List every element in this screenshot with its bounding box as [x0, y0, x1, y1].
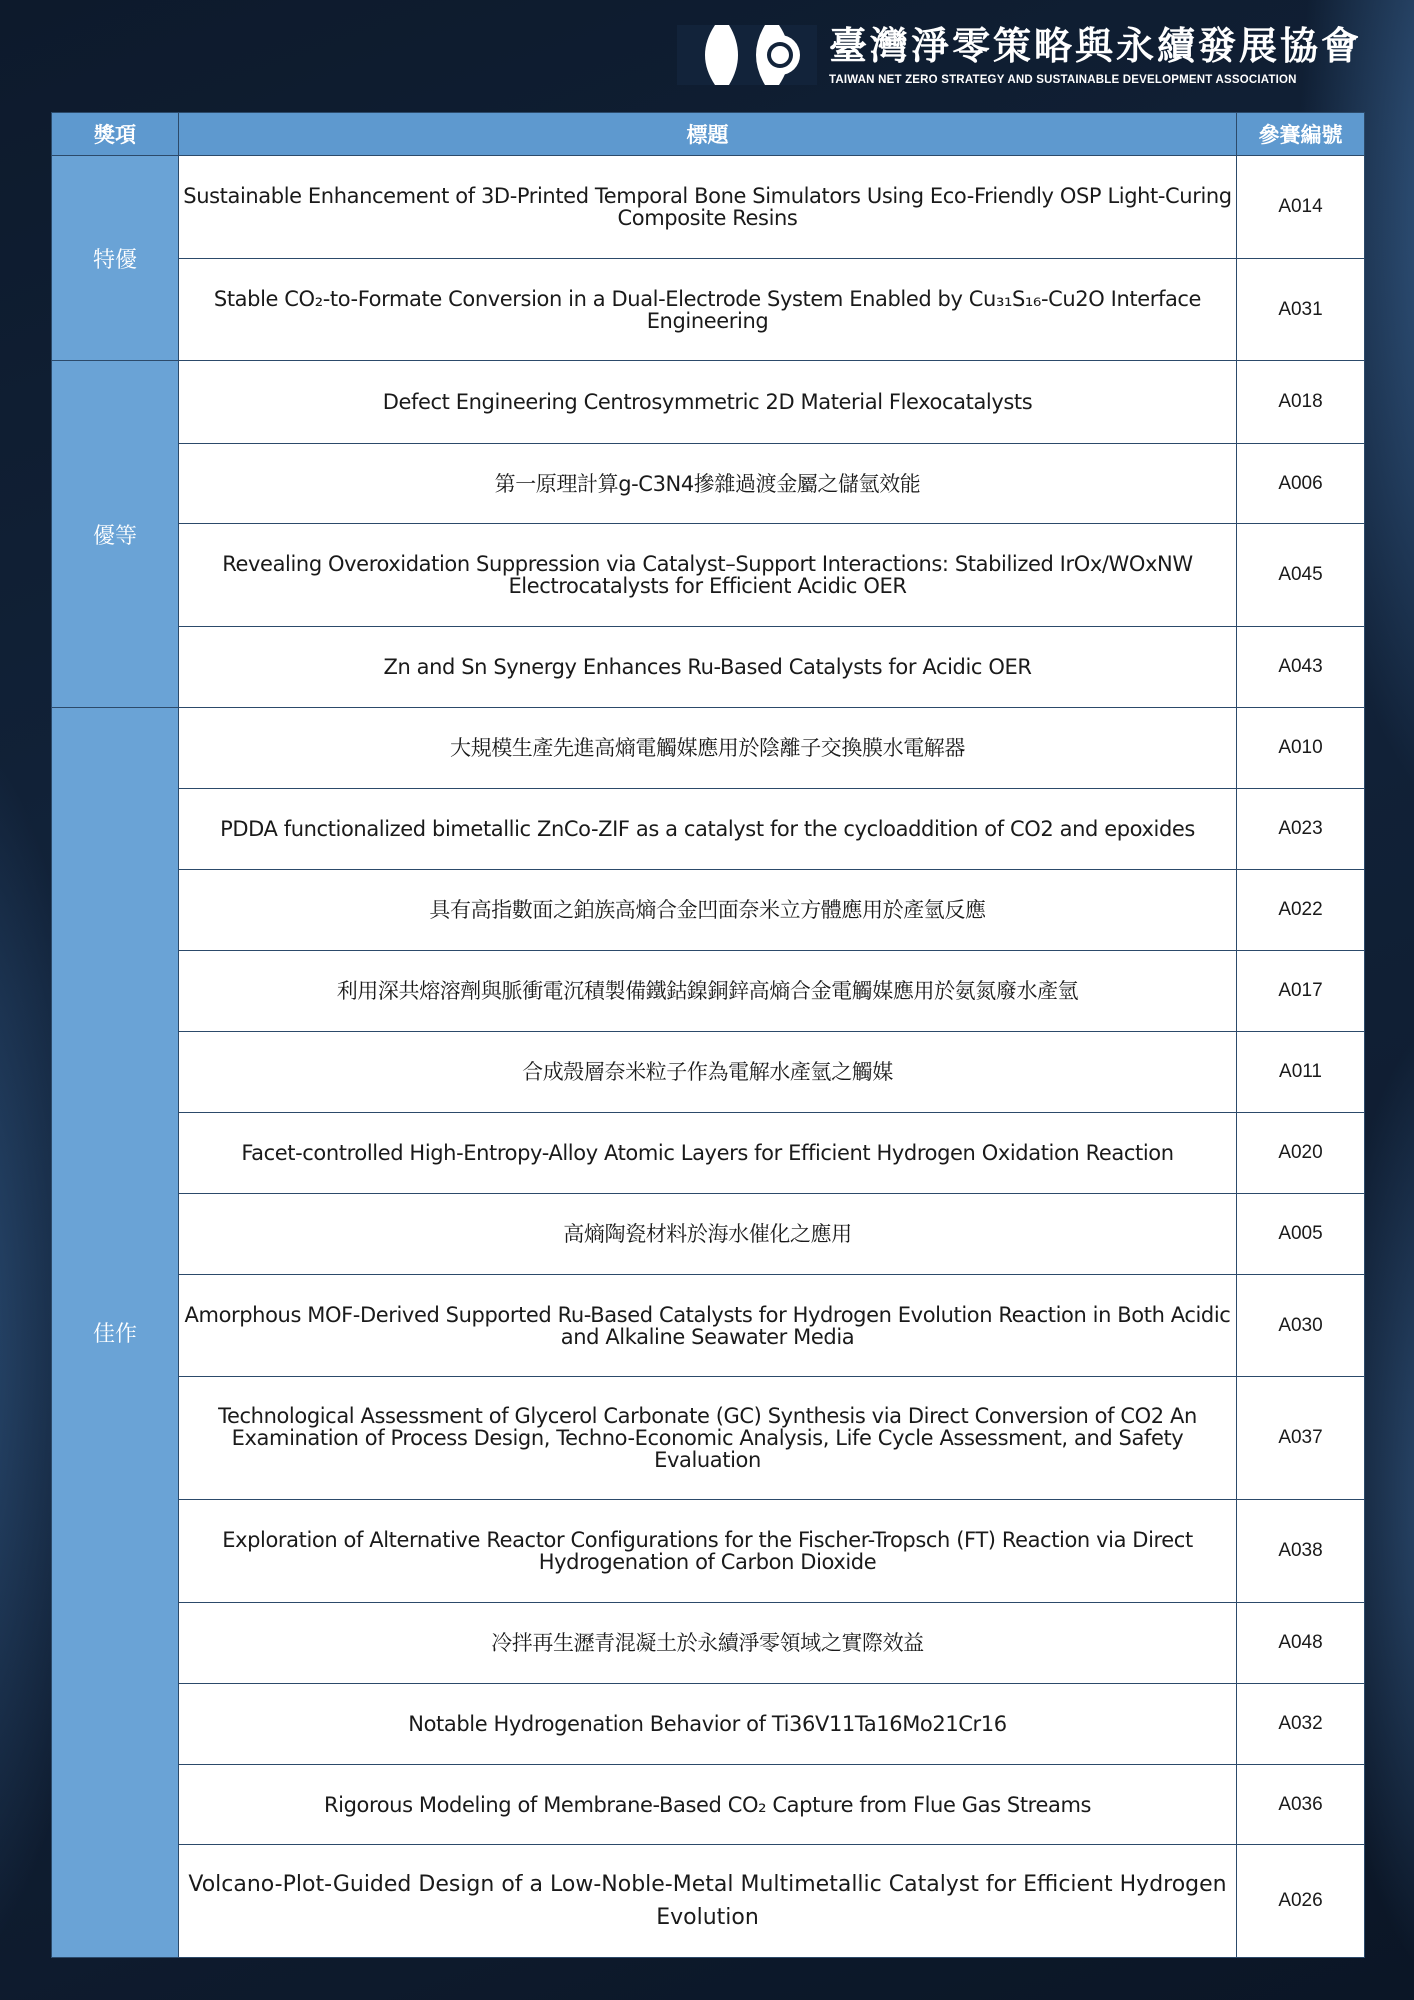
entry-code: A022 [1237, 870, 1365, 951]
entry-code: A023 [1237, 789, 1365, 870]
award-category: 優等 [52, 361, 179, 708]
table-row [52, 870, 1365, 951]
table-row [52, 1603, 1365, 1684]
entry-title: 冷拌再生瀝青混凝土於永續淨零領域之實際效益 [179, 1603, 1237, 1684]
entry-title: 第一原理計算g-C3N4摻雜過渡金屬之儲氫效能 [179, 444, 1237, 524]
header-code: 參賽編號 [1237, 113, 1365, 156]
table-row [52, 951, 1365, 1032]
entry-title: Amorphous MOF-Derived Supported Ru-Based Catalysts for Hydrogen Evolution Reaction in Both Acidic and Alkaline Seawater Media [179, 1275, 1237, 1377]
entry-title: Volcano-Plot-Guided Design of a Low-Noble-Metal Multimetallic Catalyst for Efficient Hydrogen Evolution [179, 1845, 1237, 1958]
entry-code: A006 [1237, 444, 1365, 524]
org-name-english: TAIWAN NET ZERO STRATEGY AND SUSTAINABLE DEVELOPMENT ASSOCIATION [828, 74, 1297, 86]
entry-code: A036 [1237, 1765, 1365, 1845]
header-title: 標題 [179, 113, 1237, 156]
award-category: 特優 [52, 156, 179, 361]
entry-code: A018 [1237, 361, 1365, 444]
org-name-chinese: 臺灣淨零策略與永續發展協會 [828, 24, 1362, 68]
entry-code: A038 [1237, 1500, 1365, 1603]
table-row [52, 1500, 1365, 1603]
table-row [52, 524, 1365, 627]
table-row [52, 627, 1365, 708]
entry-code: A048 [1237, 1603, 1365, 1684]
entry-title: 大規模生產先進高熵電觸媒應用於陰離子交換膜水電解器 [179, 708, 1237, 789]
entry-code: A026 [1237, 1845, 1365, 1958]
entry-title: Facet-controlled High-Entropy-Alloy Atomic Layers for Efficient Hydrogen Oxidation Reaction [179, 1113, 1237, 1194]
table-row [52, 789, 1365, 870]
entry-title: 利用深共熔溶劑與脈衝電沉積製備鐵鈷鎳銅鋅高熵合金電觸媒應用於氨氮廢水產氫 [179, 951, 1237, 1032]
entry-title: Stable CO₂-to-Formate Conversion in a Dual-Electrode System Enabled by Cu₃₁S₁₆-Cu2O Interface Engineering [179, 259, 1237, 361]
entry-title: Rigorous Modeling of Membrane-Based CO₂ Capture from Flue Gas Streams [179, 1765, 1237, 1845]
table-row [52, 1377, 1365, 1500]
table-row [52, 444, 1365, 524]
table-row [52, 259, 1365, 361]
table-row [52, 361, 1365, 444]
entry-title: Sustainable Enhancement of 3D-Printed Temporal Bone Simulators Using Eco-Friendly OSP Light-Curing Composite Resins [179, 156, 1237, 259]
entry-title: Notable Hydrogenation Behavior of Ti36V11Ta16Mo21Cr16 [179, 1684, 1237, 1765]
entry-code: A014 [1237, 156, 1365, 259]
entry-code: A045 [1237, 524, 1365, 627]
table-row [52, 1194, 1365, 1275]
entry-code: A030 [1237, 1275, 1365, 1377]
entry-title: Technological Assessment of Glycerol Carbonate (GC) Synthesis via Direct Conversion of CO2 An Examination of Process Design, Techno-Economic Analysis, Life Cycle Assessment, and Safety Evaluation [179, 1377, 1237, 1500]
entry-code: A031 [1237, 259, 1365, 361]
entry-title: 具有高指數面之鉑族高熵合金凹面奈米立方體應用於產氫反應 [179, 870, 1237, 951]
table-row [52, 1032, 1365, 1113]
entry-code: A011 [1237, 1032, 1365, 1113]
entry-title: Zn and Sn Synergy Enhances Ru-Based Catalysts for Acidic OER [179, 627, 1237, 708]
header-award: 獎項 [52, 113, 179, 156]
entry-code: A032 [1237, 1684, 1365, 1765]
header [677, 22, 1362, 92]
entry-title: 合成殼層奈米粒子作為電解水產氫之觸媒 [179, 1032, 1237, 1113]
table-row [52, 1113, 1365, 1194]
entry-title: Defect Engineering Centrosymmetric 2D Material Flexocatalysts [179, 361, 1237, 444]
entry-title: 高熵陶瓷材料於海水催化之應用 [179, 1194, 1237, 1275]
table-row [52, 1845, 1365, 1958]
table-header-row [52, 113, 1365, 156]
award-category: 佳作 [52, 708, 179, 1958]
table-row [52, 708, 1365, 789]
entry-title: Revealing Overoxidation Suppression via Catalyst–Support Interactions: Stabilized IrOx/WOxNW Electrocatalysts for Efficient Acidic OER [179, 524, 1237, 627]
entry-code: A017 [1237, 951, 1365, 1032]
awards-table [51, 112, 1365, 1958]
entry-code: A043 [1237, 627, 1365, 708]
entry-code: A037 [1237, 1377, 1365, 1500]
table-row [52, 1765, 1365, 1845]
entry-title: PDDA functionalized bimetallic ZnCo-ZIF as a catalyst for the cycloaddition of CO2 and epoxides [179, 789, 1237, 870]
table-row [52, 1684, 1365, 1765]
organization-name [829, 22, 1362, 88]
table-row [52, 1275, 1365, 1377]
table-row [52, 156, 1365, 259]
entry-code: A010 [1237, 708, 1365, 789]
net-zero-logo-icon [677, 25, 817, 85]
entry-code: A020 [1237, 1113, 1365, 1194]
entry-title: Exploration of Alternative Reactor Configurations for the Fischer-Tropsch (FT) Reaction via Direct Hydrogenation of Carbon Dioxide [179, 1500, 1237, 1603]
entry-code: A005 [1237, 1194, 1365, 1275]
